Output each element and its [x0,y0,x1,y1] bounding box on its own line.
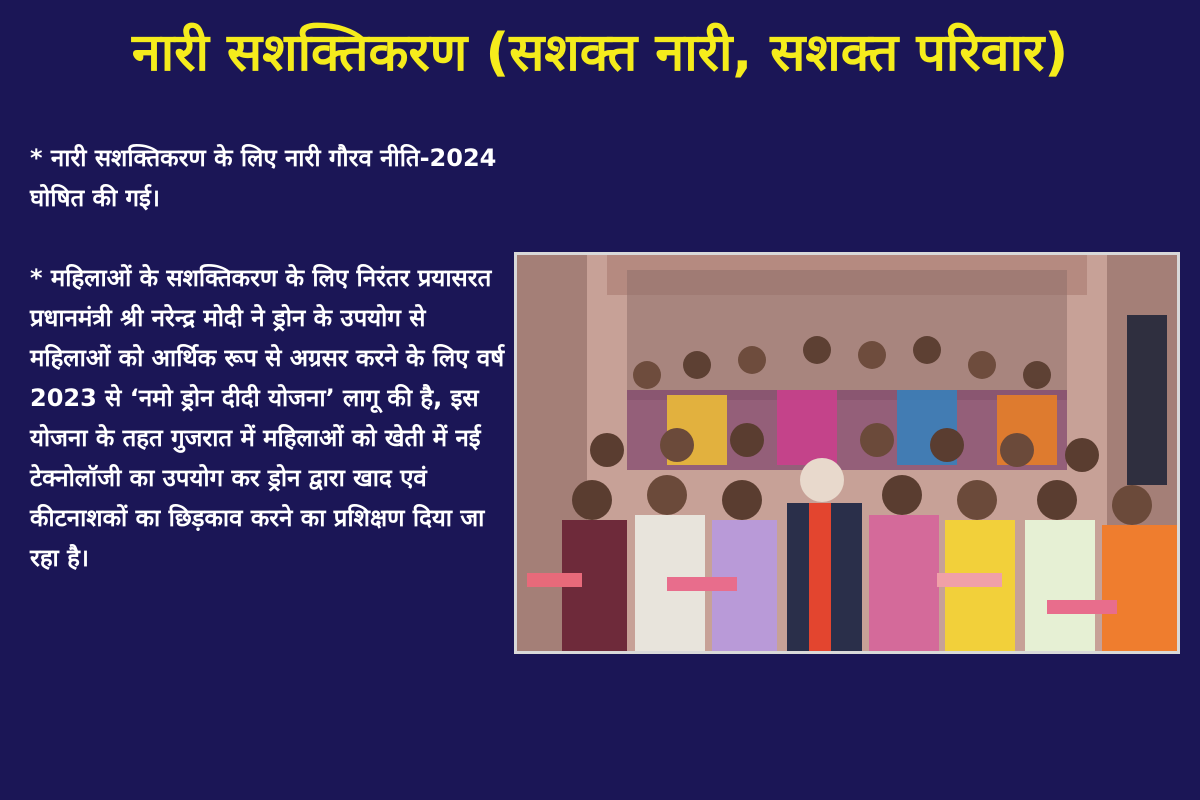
group-photo-illustration [517,255,1177,651]
paragraph-drone-didi: * महिलाओं के सशक्तिकरण के लिए निरंतर प्रयासरत प्रधानमंत्री श्री नरेन्द्र मोदी ने ड्रोन के उपयोग से महिलाओं को आर्थिक रूप से अग्रसर करने के लिए वर्ष 2023 से ‘नमो ड्रोन दीदी योजना’ लागू की है, इस योजना के तहत गुजरात में महिलाओं को खेती में नई टेक्नोलॉजी का उपयोग कर ड्रोन द्वारा खाद एवं कीटनाशकों का छिड़काव करने का प्रशिक्षण दिया जा रहा है। [30,264,505,572]
page-title: नारी सशक्तिकरण (सशक्त नारी, सशक्त परिवार) [131,23,1069,83]
body-text [30,138,510,578]
paragraph-naari-gaurav: * नारी सशक्तिकरण के लिए नारी गौरव नीति-2024 घोषित की गई। [30,144,497,212]
group-photo [514,252,1180,654]
